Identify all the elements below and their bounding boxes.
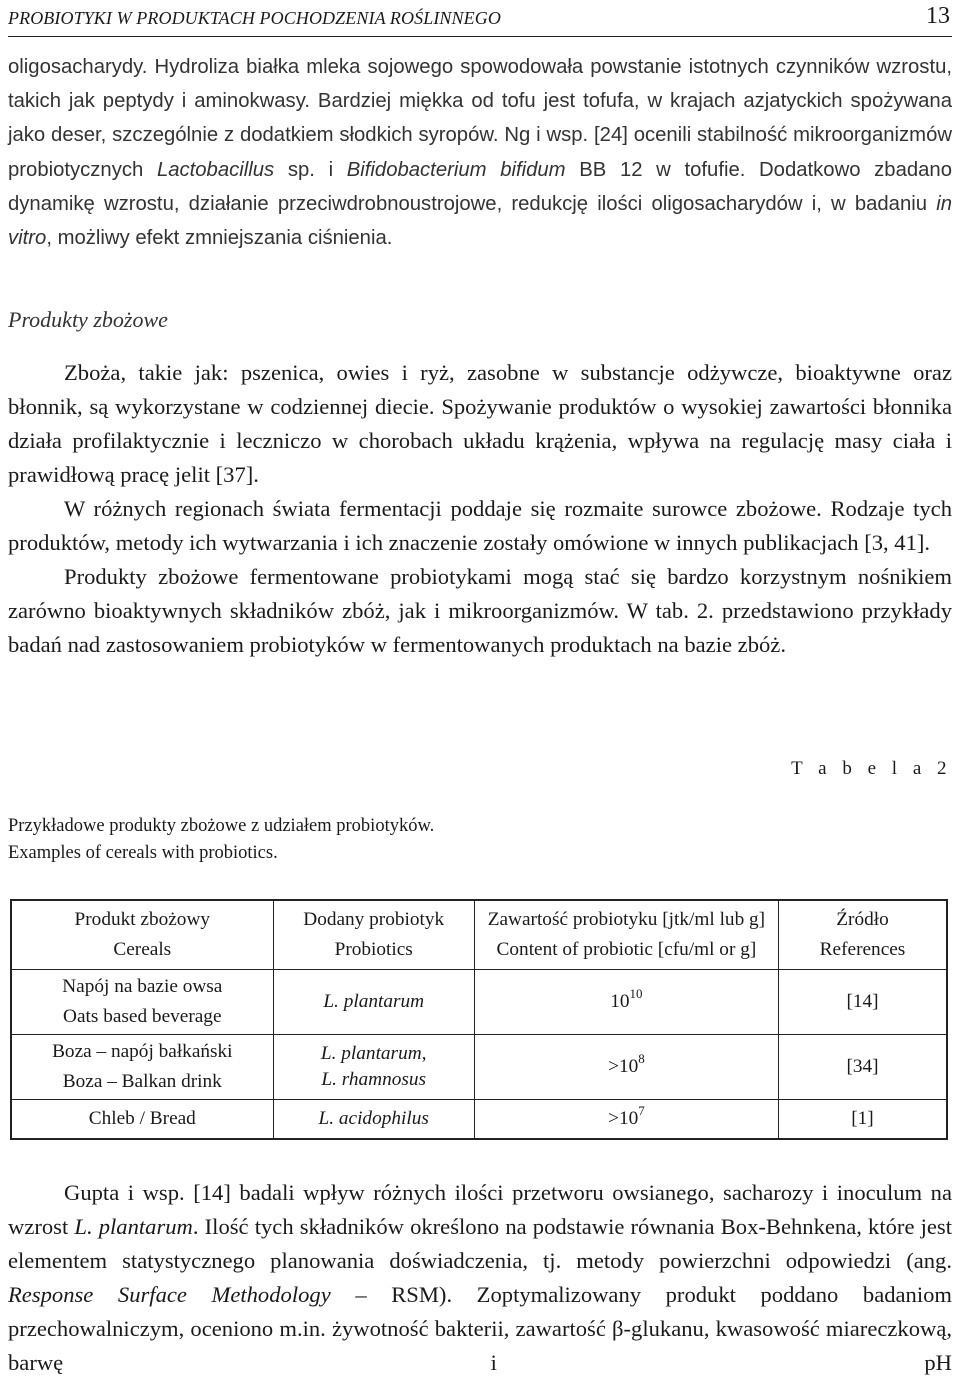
cell-text: 10 [610, 991, 630, 1012]
header-text: Zawartość probiotyku [jtk/ml lub g] [487, 909, 766, 930]
header-text: Dodany probiotyk [303, 909, 445, 930]
paragraph-text: , możliwy efekt zmniejszania ciśnienia. [46, 227, 393, 250]
cell-probiotic [273, 970, 474, 1035]
cell-text: >10 [608, 1108, 639, 1129]
paragraph-fermented: Produkty zbożowe fermentowane probiotykami mogą stać się bardzo korzystnym nośnikiem zarówno bioaktywnych składników zbóż, jak i mikroorganizmów. W tab. 2. przedstawiono przykłady badań nad zastosowaniem probiotyków w fermentowanych produktach na bazie zbóż. [8, 564, 952, 657]
header-cell-references [779, 900, 948, 970]
running-header [8, 2, 952, 37]
cell-text: Oats based beverage [63, 1006, 222, 1027]
paragraph-text: sp. i [274, 158, 347, 181]
cell-text: L. rhamnosus [321, 1069, 427, 1090]
cell-text: L. plantarum [323, 991, 425, 1012]
paragraph-text: – RSM). Zoptymalizowany produkt poddano badaniom przechowalniczym, oceniono m.in. żywotność bakterii, zawartość β-glukanu, kwasowość miareczkową, barwę i pH [8, 1282, 952, 1375]
header-cell-probiotic [273, 900, 474, 970]
cell-text: >10 [608, 1056, 639, 1077]
header-text: Cereals [113, 939, 172, 960]
table-label: T a b e l a 2 [791, 758, 952, 779]
exponent: 10 [629, 986, 643, 1001]
cell-text: Boza – Balkan drink [62, 1071, 222, 1092]
species-bifidobacterium: Bifidobacterium bifidum [346, 158, 566, 181]
header-text: Źródło [836, 909, 889, 930]
table-row [11, 1100, 947, 1140]
page-number: 13 [926, 3, 950, 29]
body-gupta [8, 1176, 952, 1380]
cell-product [11, 970, 273, 1035]
header-text: Probiotics [334, 939, 413, 960]
term-in-vitro: in vitro [8, 192, 952, 250]
cell-text: L. acidophilus [318, 1108, 429, 1129]
probiotics-table [10, 899, 948, 1140]
running-title: PROBIOTYKI W PRODUKTACH POCHODZENIA ROŚLINNEGO [8, 8, 501, 28]
cell-content [474, 1100, 778, 1140]
section-heading: Produkty zbożowe [8, 307, 168, 332]
table-header-row [11, 900, 947, 970]
paragraph-regions: W różnych regionach świata fermentacji poddaje się rozmaite surowce zbożowe. Rodzaje tych produktów, metody ich wytwarzania i ich znaczenie zostały omówione w innych publikacjach [3, 41]. [8, 496, 952, 555]
paragraph-text: . Ilość tych składników określono na podstawie równania Box-Behnkena, które jest elementem statystycznego planowania doświadczenia, tj. metody powierzchni odpowiedzi (ang. [8, 1214, 952, 1273]
cell-probiotic [273, 1100, 474, 1140]
cell-text: Chleb / Bread [88, 1108, 196, 1129]
cell-text: L. plantarum, [320, 1043, 427, 1064]
header-text: References [819, 939, 906, 960]
header-text: Content of probiotic [cfu/ml or g] [496, 939, 757, 960]
paragraph-cereals: Zboża, takie jak: pszenica, owies i ryż, zasobne w substancje odżywcze, bioaktywne oraz błonnik, są wykorzystane w codziennej diecie. Spożywanie produktów o wysokiej zawartości błonnika działa profilaktycznie i leczniczo w chorobach układu krążenia, wpływa na regulację masy ciała i prawidłową pracę jelit [37]. [8, 360, 952, 487]
paragraph-tofu [8, 50, 952, 255]
paragraph-text: oligosacharydy. Hydroliza białka mleka sojowego spowodowała powstanie istotnych czynników wzrostu, takich jak peptydy i aminokwasy. Bardziej miękka od tofu jest tofufa, w krajach azjatyckich spożywana jako deser, szczególnie z dodatkiem słodkich syropów. Ng i wsp. [24] ocenili stabilność mikroorganizmów probiotycznych [8, 56, 952, 181]
cell-text: Boza – napój bałkański [52, 1041, 233, 1062]
cell-content [474, 970, 778, 1035]
paragraph-text: BB 12 w tofufie. Dodatkowo zbadano dynamikę wzrostu, działanie przeciwdrobnoustrojowe, redukcję ilości oligosacharydów i, w badaniu [8, 158, 952, 215]
header-cell-product [11, 900, 273, 970]
exponent: 8 [638, 1051, 645, 1066]
table-caption-pl: Przykładowe produkty zbożowe z udziałem probiotyków. [8, 816, 435, 836]
term-rsm: Response Surface Methodology [8, 1282, 331, 1307]
exponent: 7 [638, 1103, 645, 1118]
species-lactobacillus: Lactobacillus [156, 158, 275, 181]
table-row [11, 970, 947, 1035]
cell-product [11, 1100, 273, 1140]
paragraph-gupta [8, 1176, 952, 1380]
cell-reference: [1] [779, 1100, 948, 1140]
cell-reference: [34] [779, 1035, 948, 1100]
table-caption-en: Examples of cereals with probiotics. [8, 843, 278, 863]
cell-content [474, 1035, 778, 1100]
table-row [11, 1035, 947, 1100]
header-cell-content [474, 900, 778, 970]
cell-text: Napój na bazie owsa [62, 976, 223, 997]
cell-product [11, 1035, 273, 1100]
cell-probiotic [273, 1035, 474, 1100]
cell-reference: [14] [779, 970, 948, 1035]
body-cereals [8, 356, 952, 662]
species-l-plantarum: L. plantarum [74, 1214, 193, 1239]
header-text: Produkt zbożowy [74, 909, 211, 930]
paragraph-text: Gupta i wsp. [14] badali wpływ różnych ilości przetworu owsianego, sacharozy i inoculum na wzrost [8, 1180, 952, 1239]
